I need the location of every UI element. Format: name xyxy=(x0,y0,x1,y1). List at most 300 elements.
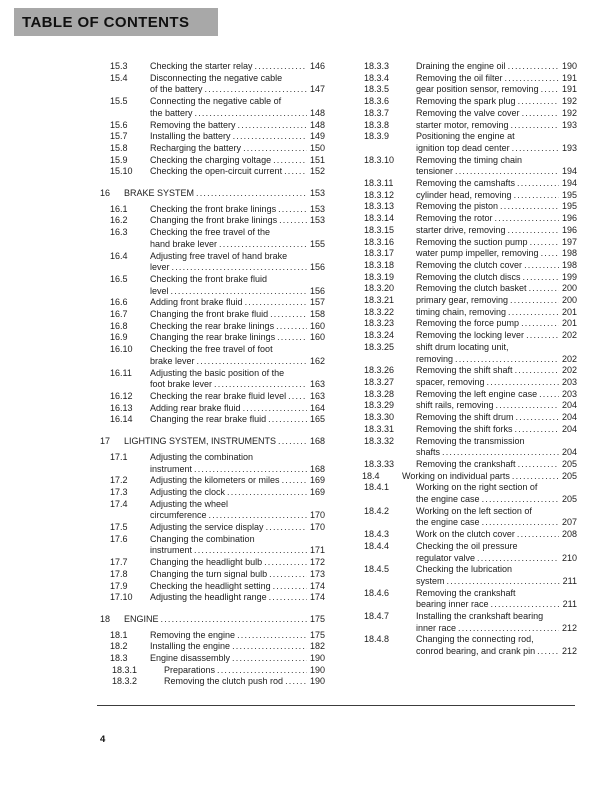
toc-entry-text: Changing the turn signal bulb xyxy=(150,568,268,579)
toc-entry-number: 18.3.5 xyxy=(364,84,390,95)
dot-leader xyxy=(523,272,559,284)
dot-leader xyxy=(508,61,559,73)
toc-entry-page: 174 xyxy=(309,580,325,591)
toc-entry-line xyxy=(416,447,577,459)
toc-entry-page: 210 xyxy=(561,552,577,563)
toc-entry-number: 18.3.27 xyxy=(364,376,395,387)
toc-entry xyxy=(352,412,577,424)
toc-entry-page: 163 xyxy=(309,390,325,401)
toc-entry-line xyxy=(416,330,577,342)
dot-leader xyxy=(495,213,559,225)
toc-entry-title xyxy=(150,557,325,569)
toc-entry xyxy=(100,487,325,499)
toc-entry-line: Working on the left section of xyxy=(416,505,532,516)
toc-entry-title xyxy=(150,61,325,73)
toc-entry-line xyxy=(416,178,577,190)
toc-entry xyxy=(352,318,577,330)
toc-entry-title xyxy=(150,166,325,178)
dot-leader xyxy=(500,201,559,213)
toc-entry-title xyxy=(416,482,577,505)
toc-entry-number: 17.9 xyxy=(110,580,128,591)
toc-entry-text: Removing the clutch cover xyxy=(416,259,523,270)
toc-entry-number: 16.8 xyxy=(110,320,128,331)
toc-entry-text: shift rails, removing xyxy=(416,400,494,411)
dot-leader xyxy=(278,436,307,448)
toc-entry-line xyxy=(416,143,577,155)
toc-entry-text: Removing the oil filter xyxy=(416,72,503,83)
toc-entry-title xyxy=(416,588,577,611)
toc-entry xyxy=(100,569,325,581)
toc-entry-number: 18.3 xyxy=(110,653,128,664)
toc-entry-page: 150 xyxy=(309,142,325,153)
toc-entry xyxy=(100,227,325,250)
toc-entry-line xyxy=(150,510,325,522)
toc-entry-page: 197 xyxy=(561,236,577,247)
toc-entry-line: Changing the combination xyxy=(150,533,255,544)
toc-entry-text: Changing the front brake linings xyxy=(150,215,278,226)
toc-entry-title xyxy=(416,436,577,459)
toc-entry-number: 18.3.12 xyxy=(364,189,395,200)
toc-entry xyxy=(100,391,325,403)
toc-entry-number: 18.3.3 xyxy=(364,61,390,71)
toc-entry-title xyxy=(150,227,325,250)
dot-leader xyxy=(194,545,307,557)
toc-entry xyxy=(352,529,577,541)
toc-entry-number: 18.3.11 xyxy=(364,178,394,189)
toc-entry-title xyxy=(124,614,325,626)
page-title: TABLE OF CONTENTS xyxy=(22,13,190,31)
toc-entry-line xyxy=(150,630,325,642)
toc-entry-page: 169 xyxy=(309,486,325,497)
toc-entry-line xyxy=(150,166,325,178)
toc-entry-number: 18.3.30 xyxy=(364,412,395,423)
toc-entry-number: 18.3.4 xyxy=(364,72,390,83)
toc-entry-number: 16.12 xyxy=(110,390,133,401)
toc-entry-text: Work on the clutch cover xyxy=(416,529,515,540)
toc-entry xyxy=(352,424,577,436)
toc-entry-page: 212 xyxy=(561,646,577,657)
toc-entry-text: Removing the shift forks xyxy=(416,423,513,434)
toc-entry xyxy=(100,499,325,522)
toc-entry-text: removing xyxy=(416,353,454,364)
toc-entry-text: Checking the open-circuit current xyxy=(150,166,283,177)
toc-entry-line xyxy=(416,400,577,412)
toc-entry-text: circumference xyxy=(150,510,207,521)
toc-entry-number: 16.14 xyxy=(110,414,133,425)
toc-entry xyxy=(352,178,577,190)
toc-entry-line xyxy=(124,614,325,626)
toc-entry-text: foot brake lever xyxy=(150,379,213,390)
toc-entry-line xyxy=(416,646,577,658)
toc-entry-number: 18.3.17 xyxy=(364,248,395,259)
toc-entry-title xyxy=(416,96,577,108)
dot-leader xyxy=(530,237,559,249)
dot-leader xyxy=(255,61,307,73)
dot-leader xyxy=(171,286,307,298)
dot-leader xyxy=(458,623,559,635)
toc-entry-line xyxy=(416,213,577,225)
toc-entry-title xyxy=(416,120,577,132)
dot-leader xyxy=(477,553,559,565)
toc-entry-page: 195 xyxy=(561,201,577,212)
toc-entry-page: 190 xyxy=(309,653,325,664)
toc-entry-title xyxy=(416,506,577,529)
toc-entry-number: 15.3 xyxy=(110,61,128,71)
toc-entry-number: 18.3.15 xyxy=(364,224,395,235)
toc-entry-text: spacer, removing xyxy=(416,376,485,387)
dot-leader xyxy=(217,665,307,677)
toc-entry-line xyxy=(416,318,577,330)
toc-entry-text: Removing the rotor xyxy=(416,213,493,224)
toc-entry-line xyxy=(150,120,325,132)
dot-leader xyxy=(273,155,307,167)
dot-leader xyxy=(518,459,559,471)
dot-leader xyxy=(510,295,559,307)
toc-entry-line: Connecting the negative cable of xyxy=(150,96,282,107)
toc-entry-line xyxy=(150,262,325,274)
toc-entry-line: Adjusting free travel of hand brake xyxy=(150,250,288,261)
toc-entry-title xyxy=(416,283,577,295)
dot-leader xyxy=(197,356,307,368)
dot-leader xyxy=(524,260,559,272)
toc-entry-line xyxy=(416,424,577,436)
toc-entry-number: 18.3.14 xyxy=(364,213,395,224)
toc-entry-text: of the battery xyxy=(150,84,203,95)
toc-entry-line xyxy=(150,653,325,665)
toc-entry-title xyxy=(416,225,577,237)
toc-entry-line xyxy=(416,623,577,635)
toc-entry-page: 190 xyxy=(309,676,325,687)
toc-entry-number: 16.5 xyxy=(110,273,128,284)
toc-entry-page: 193 xyxy=(561,142,577,153)
toc-entry-line xyxy=(416,553,577,565)
toc-entry xyxy=(100,120,325,132)
toc-entry-text: Removing the spark plug xyxy=(416,96,516,107)
toc-entry-number: 18.3.29 xyxy=(364,400,395,411)
toc-entry-page: 211 xyxy=(562,575,577,586)
dot-leader xyxy=(285,676,307,688)
toc-entry xyxy=(352,272,577,284)
toc-entry-text: the battery xyxy=(150,107,193,118)
toc-entry-number: 18.3.16 xyxy=(364,236,395,247)
toc-entry-text: Checking the charging voltage xyxy=(150,154,272,165)
toc-entry-title xyxy=(416,260,577,272)
toc-entry xyxy=(352,84,577,96)
dot-leader xyxy=(214,379,307,391)
toc-entry-line: Removing the timing chain xyxy=(416,154,523,165)
toc-entry-text: Changing the rear brake fluid xyxy=(150,414,267,425)
toc-entry-number: 17.3 xyxy=(110,486,128,497)
toc-entry-text: Removing the shift drum xyxy=(416,412,514,423)
toc-entry-page: 203 xyxy=(561,388,577,399)
toc-entry-text: Removing the crankshaft xyxy=(416,458,516,469)
toc-entry-number: 16.11 xyxy=(110,367,132,378)
toc-entry-page: 201 xyxy=(561,318,577,329)
toc-entry-number: 17.6 xyxy=(110,533,128,544)
toc-entry-text: Adjusting the service display xyxy=(150,522,264,533)
toc-entry-line xyxy=(150,84,325,96)
dot-leader xyxy=(516,412,559,424)
toc-entry-line xyxy=(416,283,577,295)
toc-entry-line xyxy=(150,641,325,653)
toc-entry xyxy=(100,73,325,96)
toc-entry-text: Removing the valve cover xyxy=(416,107,520,118)
toc-entry-line xyxy=(150,108,325,120)
toc-entry-text: Checking the rear brake linings xyxy=(150,320,275,331)
toc-entry xyxy=(352,61,577,73)
toc-entry-line: Adjusting the combination xyxy=(150,451,254,462)
toc-entry-text: regulator valve xyxy=(416,552,476,563)
toc-entry-title xyxy=(416,131,577,154)
toc-entry-text: LIGHTING SYSTEM, INSTRUMENTS xyxy=(124,436,277,447)
toc-entry-number: 18.3.32 xyxy=(364,435,395,446)
toc-entry-page: 192 xyxy=(561,107,577,118)
toc-entry-line xyxy=(416,237,577,249)
dot-leader xyxy=(237,630,307,642)
dot-leader xyxy=(455,166,559,178)
toc-entry-page: 170 xyxy=(309,510,325,521)
dot-leader xyxy=(482,517,559,529)
toc-entry-number: 15.9 xyxy=(110,154,128,165)
dot-leader xyxy=(442,447,559,459)
toc-entry-page: 155 xyxy=(309,238,325,249)
toc-entry-line xyxy=(150,204,325,216)
toc-entry-line xyxy=(416,108,577,120)
toc-entry-text: Installing the engine xyxy=(150,641,231,652)
toc-entry-page: 174 xyxy=(309,592,325,603)
toc-entry-page: 148 xyxy=(309,107,325,118)
toc-entry-text: Removing the piston xyxy=(416,201,499,212)
toc-entry-text: starter motor, removing xyxy=(416,119,509,130)
toc-entry-text: conrod bearing, and crank pin xyxy=(416,646,536,657)
toc-entry-page: 172 xyxy=(309,557,325,568)
toc-entry-number: 18.1 xyxy=(110,629,128,640)
toc-entry-text: Adjusting the kilometers or miles xyxy=(150,475,280,486)
toc-entry-number: 18.3.7 xyxy=(364,107,390,118)
dot-leader xyxy=(487,377,559,389)
toc-entry-text: Removing the clutch discs xyxy=(416,271,521,282)
toc-entry-line xyxy=(150,592,325,604)
toc-entry-number: 17.10 xyxy=(110,592,133,603)
toc-entry-text: Changing the front brake fluid xyxy=(150,309,269,320)
toc-entry xyxy=(100,166,325,178)
toc-entry-number: 18.3.25 xyxy=(364,341,395,352)
toc-entry-line xyxy=(150,487,325,499)
toc-entry xyxy=(352,307,577,319)
dot-leader xyxy=(529,283,559,295)
toc-entry-number: 15.7 xyxy=(110,131,128,142)
dot-leader xyxy=(233,131,307,143)
toc-entry-number: 18.3.31 xyxy=(364,423,395,434)
dot-leader xyxy=(521,318,559,330)
toc-entry-title xyxy=(416,61,577,73)
toc-entry-line: Working on the right section of xyxy=(416,482,538,493)
toc-entry-title xyxy=(416,318,577,330)
toc-entry-number: 18.3.9 xyxy=(364,131,390,142)
dot-leader xyxy=(541,84,559,96)
toc-entry-title xyxy=(416,213,577,225)
toc-entry-line xyxy=(150,143,325,155)
toc-entry-line: Changing the connecting rod, xyxy=(416,634,534,645)
toc-entry-number: 18.3.19 xyxy=(364,271,395,282)
toc-entry-page: 202 xyxy=(561,330,577,341)
toc-entry-line xyxy=(150,131,325,143)
toc-entry-text: Changing the headlight bulb xyxy=(150,557,263,568)
toc-column xyxy=(100,61,325,688)
toc-entry-title xyxy=(150,641,325,653)
toc-entry-number: 18.3.26 xyxy=(364,365,395,376)
toc-entry-line xyxy=(416,354,577,366)
toc-entry xyxy=(352,611,577,634)
toc-entry-line xyxy=(150,545,325,557)
dot-leader xyxy=(541,248,559,260)
toc-entry-title xyxy=(150,309,325,321)
toc-entry-page: 160 xyxy=(309,320,325,331)
toc-entry-page: 202 xyxy=(561,353,577,364)
toc-entry-page: 147 xyxy=(309,84,325,95)
toc-entry-text: Preparations xyxy=(164,664,216,675)
toc-entry xyxy=(352,389,577,401)
toc-entry-number: 16 xyxy=(100,188,111,199)
dot-leader xyxy=(245,297,307,309)
toc-entry-text: ignition top dead center xyxy=(416,142,510,153)
toc-entry-line xyxy=(416,517,577,529)
toc-entry xyxy=(100,204,325,216)
toc-entry-line xyxy=(416,529,577,541)
toc-entry xyxy=(352,73,577,85)
toc-entry-title xyxy=(150,73,325,96)
toc-entry-line xyxy=(150,391,325,403)
toc-entry xyxy=(100,614,325,626)
toc-entry-number: 17.5 xyxy=(110,522,128,533)
toc-entry-title xyxy=(150,215,325,227)
toc-entry-text: system xyxy=(416,575,445,586)
toc-entry-number: 16.4 xyxy=(110,250,128,261)
toc-entry xyxy=(100,143,325,155)
toc-entry-page: 168 xyxy=(309,436,325,447)
dot-leader xyxy=(238,120,307,132)
toc-entry-page: 153 xyxy=(309,203,325,214)
toc-entry-title xyxy=(416,389,577,401)
toc-entry-page: 195 xyxy=(561,189,577,200)
toc-entry-page: 158 xyxy=(309,309,325,320)
toc-entry-number: 16.1 xyxy=(110,203,128,214)
toc-entry-title xyxy=(124,188,325,200)
toc-entry-title xyxy=(150,332,325,344)
toc-entry-number: 18.3.28 xyxy=(364,388,395,399)
toc-entry xyxy=(352,201,577,213)
toc-entry-text: Removing the battery xyxy=(150,119,236,130)
toc-entry-line: shift drum locating unit, xyxy=(416,341,509,352)
toc-entry xyxy=(352,342,577,365)
dot-leader xyxy=(194,464,307,476)
dot-leader xyxy=(277,332,307,344)
toc-entry xyxy=(100,581,325,593)
toc-entry-title xyxy=(416,84,577,96)
toc-entry-text: the engine case xyxy=(416,517,480,528)
toc-entry-text: primary gear, removing xyxy=(416,295,509,306)
toc-entry xyxy=(100,557,325,569)
toc-entry xyxy=(352,260,577,272)
toc-entry-title xyxy=(416,155,577,178)
toc-entry-text: Engine disassembly xyxy=(150,653,231,664)
toc-entry-page: 149 xyxy=(309,131,325,142)
toc-entry-page: 173 xyxy=(309,568,325,579)
toc-entry-number: 18.3.6 xyxy=(364,96,390,107)
toc-entry-line xyxy=(416,248,577,260)
dot-leader xyxy=(512,471,559,483)
dot-leader xyxy=(232,641,307,653)
toc-entry-number: 17.2 xyxy=(110,475,128,486)
toc-entry-text: Removing the clutch basket xyxy=(416,283,527,294)
toc-entry-title xyxy=(416,541,577,564)
toc-entry-number: 18.3.24 xyxy=(364,330,395,341)
toc-entry-title xyxy=(150,96,325,119)
toc-entry-line xyxy=(150,215,325,227)
toc-entry-title xyxy=(124,436,325,448)
toc-entry-number: 18.3.1 xyxy=(112,664,138,675)
footer-page-number: 4 xyxy=(100,734,106,745)
toc-entry-number: 18.4.3 xyxy=(364,529,390,540)
dot-leader xyxy=(491,599,560,611)
toc-entry-title xyxy=(402,471,577,483)
toc-entry-text: starter drive, removing xyxy=(416,224,506,235)
toc-entry-page: 192 xyxy=(561,96,577,107)
toc-entry-line xyxy=(416,225,577,237)
toc-entry-text: Adding rear brake fluid xyxy=(150,402,241,413)
dot-leader xyxy=(243,403,307,415)
dot-leader xyxy=(288,391,307,403)
toc-entry xyxy=(100,534,325,557)
toc-entry-text: Installing the battery xyxy=(150,131,231,142)
toc-entry-title xyxy=(416,365,577,377)
toc-entry-number: 18.4.2 xyxy=(364,505,390,516)
toc-entry-line xyxy=(150,332,325,344)
toc-entry-page: 164 xyxy=(309,402,325,413)
toc-entry-number: 15.5 xyxy=(110,96,128,107)
toc-entry-number: 18.4.7 xyxy=(364,611,390,622)
toc-entry-number: 18.3.23 xyxy=(364,318,395,329)
toc-entry xyxy=(352,634,577,657)
dot-leader xyxy=(539,389,559,401)
toc-entry-text: hand brake lever xyxy=(150,238,218,249)
toc-entry-number: 17.4 xyxy=(110,498,128,509)
toc-entry-page: 191 xyxy=(561,84,577,95)
toc-entry-page: 146 xyxy=(309,61,325,71)
toc-entry-title xyxy=(150,414,325,426)
toc-entry-number: 16.6 xyxy=(110,297,128,308)
toc-entry-number: 18.3.20 xyxy=(364,283,395,294)
toc-entry-page: 204 xyxy=(561,412,577,423)
toc-entry-text: the engine case xyxy=(416,494,480,505)
toc-entry-line xyxy=(150,464,325,476)
toc-entry-page: 204 xyxy=(561,423,577,434)
toc-entry-line xyxy=(416,389,577,401)
toc-entry xyxy=(352,436,577,459)
toc-entry-line xyxy=(416,120,577,132)
toc-entry-number: 18.3.8 xyxy=(364,119,390,130)
dot-leader xyxy=(273,581,307,593)
toc-entry-page: 156 xyxy=(309,285,325,296)
toc-entry-number: 16.9 xyxy=(110,332,128,343)
toc-entry-line xyxy=(416,412,577,424)
toc-entry-title xyxy=(150,251,325,274)
toc-entry xyxy=(352,471,577,483)
toc-entry-page: 194 xyxy=(561,178,577,189)
toc-entry xyxy=(100,188,325,200)
toc-entry-line xyxy=(150,379,325,391)
toc-entry-page: 205 xyxy=(561,494,577,505)
